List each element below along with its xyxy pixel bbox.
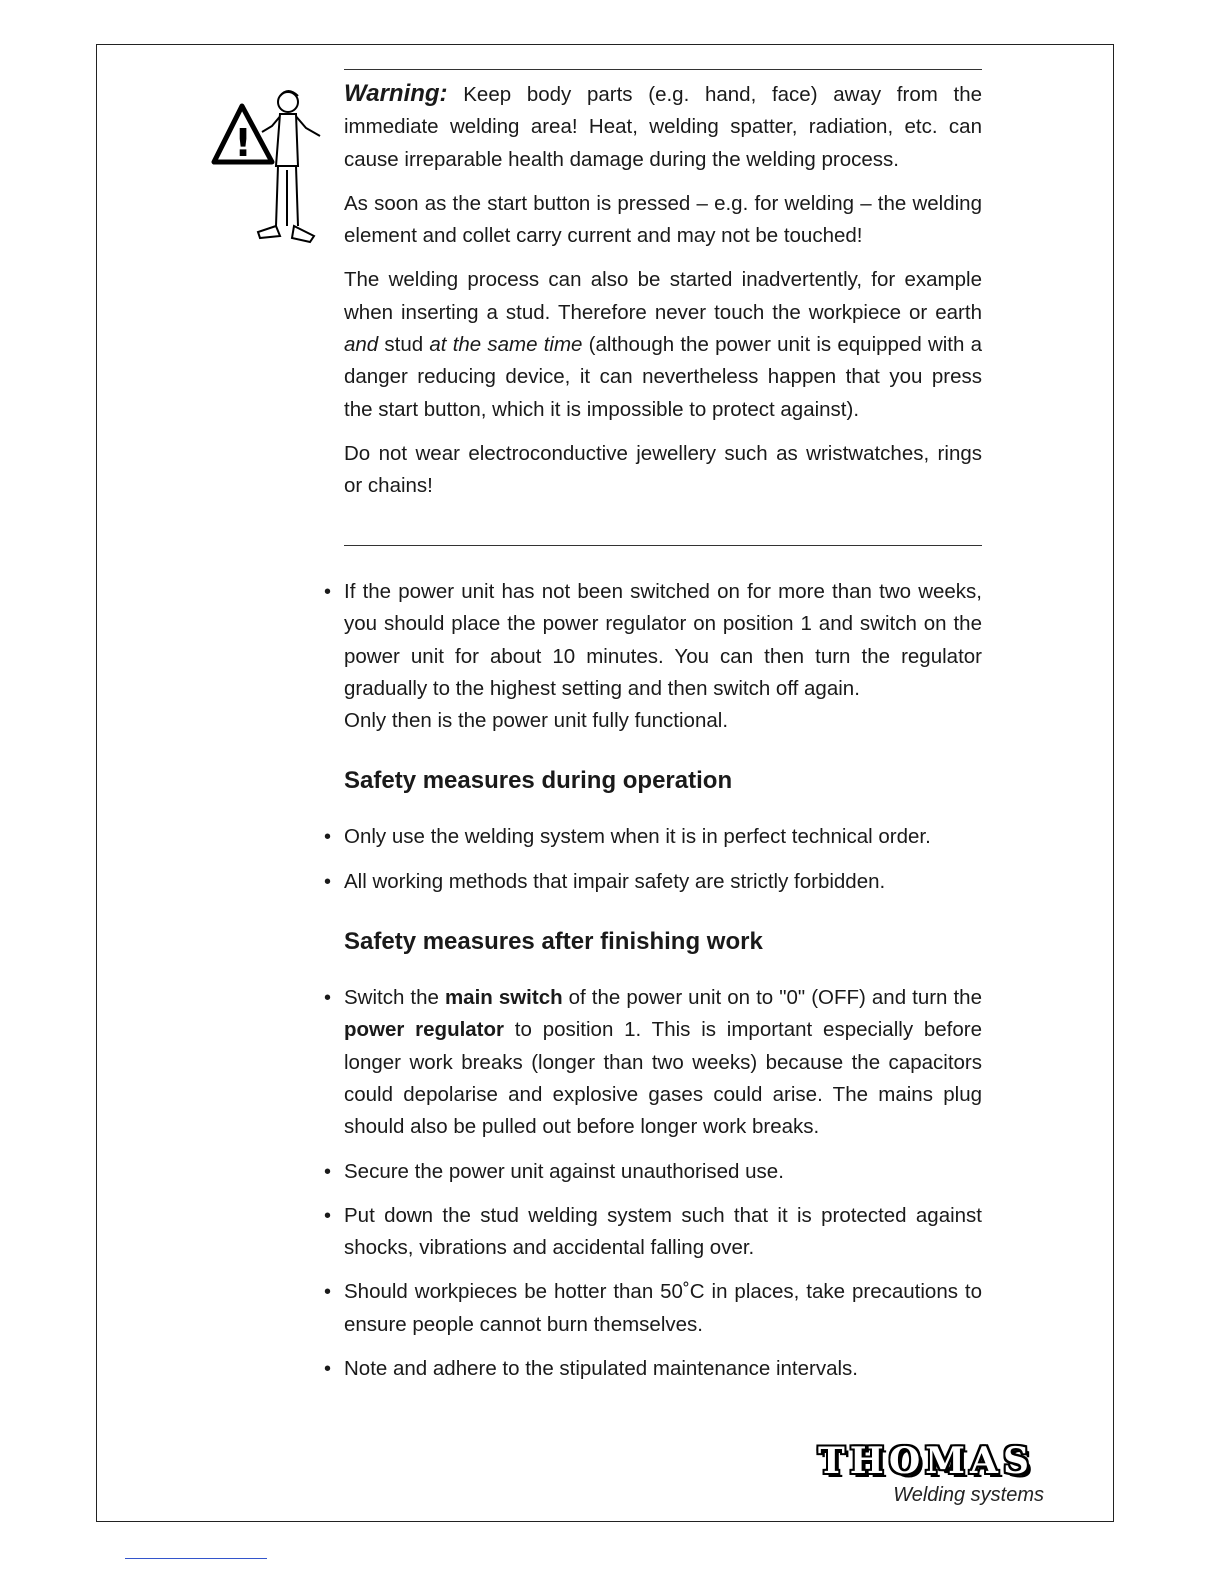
list-item: • Should workpieces be hotter than 50˚C in places, take precautions to ensure people cannot burn themselves. bbox=[344, 1276, 982, 1341]
warning-paragraph-1 bbox=[344, 78, 982, 176]
warning-block bbox=[344, 78, 982, 503]
warning-top-rule bbox=[344, 69, 982, 70]
list-item: • Secure the power unit against unauthorised use. bbox=[344, 1156, 982, 1188]
list-item: • All working methods that impair safety are strictly forbidden. bbox=[344, 866, 982, 898]
warning-label: Warning: bbox=[344, 80, 448, 107]
main-content bbox=[344, 576, 982, 1385]
footnote-divider bbox=[125, 1558, 267, 1559]
warning-paragraph-2: As soon as the start button is pressed – e.g. for welding – the welding element and collet carry current and may not be touched! bbox=[344, 191, 982, 248]
warning-text-3b: stud bbox=[378, 333, 430, 357]
list-item: • Put down the stud welding system such that it is protected against shocks, vibrations and accidental falling over. bbox=[344, 1200, 982, 1265]
warning-bottom-rule bbox=[344, 545, 982, 546]
power-regulator-emph: power regulator bbox=[344, 1018, 505, 1042]
list-item: • Only use the welding system when it is in perfect technical order. bbox=[344, 821, 982, 853]
list-item-followup: Only then is the power unit fully functional. bbox=[344, 709, 729, 733]
warning-text-3c: (although the power unit is equipped with a danger reducing device, it can nevertheless happen that you press the start button, which it is impossible to protect against). bbox=[344, 333, 983, 421]
list-item bbox=[344, 982, 982, 1143]
warning-emph-same-time: at the same time bbox=[429, 333, 583, 357]
warning-paragraph-4: Do not wear electroconductive jewellery such as wristwatches, rings or chains! bbox=[344, 441, 982, 498]
warning-text-1: Keep body parts (e.g. hand, face) away from the immediate welding area! Heat, welding spatter, radiation, etc. can cause irreparable health damage during the welding process. bbox=[344, 83, 982, 171]
list-item: • Note and adhere to the stipulated maintenance intervals. bbox=[344, 1353, 982, 1385]
list-item: • If the power unit has not been switched on for more than two weeks, you should place the power regulator on position 1 and switch on the power unit for about 10 minutes. You can then turn the regulator gradually to the highest setting and then switch off again. bbox=[344, 576, 982, 705]
section-heading-finish: Safety measures after finishing work bbox=[344, 928, 763, 956]
svg-text:!: ! bbox=[234, 121, 252, 165]
company-logo bbox=[808, 1440, 1044, 1507]
warning-paragraph-3 bbox=[344, 264, 982, 425]
main-switch-emph: main switch bbox=[444, 986, 563, 1010]
logo-tagline: Welding systems bbox=[893, 1484, 1044, 1506]
section-heading-operation: Safety measures during operation bbox=[344, 767, 733, 795]
finish-text-c: to position 1. This is important especially before longer work breaks (longer than two weeks) because the capacitors could depolarise and explosive gases could arise. The mains plug should also be pulled out before longer work breaks. bbox=[344, 1018, 982, 1139]
finish-text-a: Switch the bbox=[344, 986, 445, 1010]
finish-text-b: of the power unit on to "0" (OFF) and turn the bbox=[562, 986, 982, 1010]
warning-text-3a: The welding process can also be started inadvertently, for example when inserting a stud. Therefore never touch the workpiece or earth bbox=[344, 268, 982, 324]
logo-wordmark: THOMAS bbox=[818, 1440, 1034, 1482]
warning-emph-and: and bbox=[344, 333, 379, 357]
warning-figure-icon bbox=[210, 86, 325, 246]
